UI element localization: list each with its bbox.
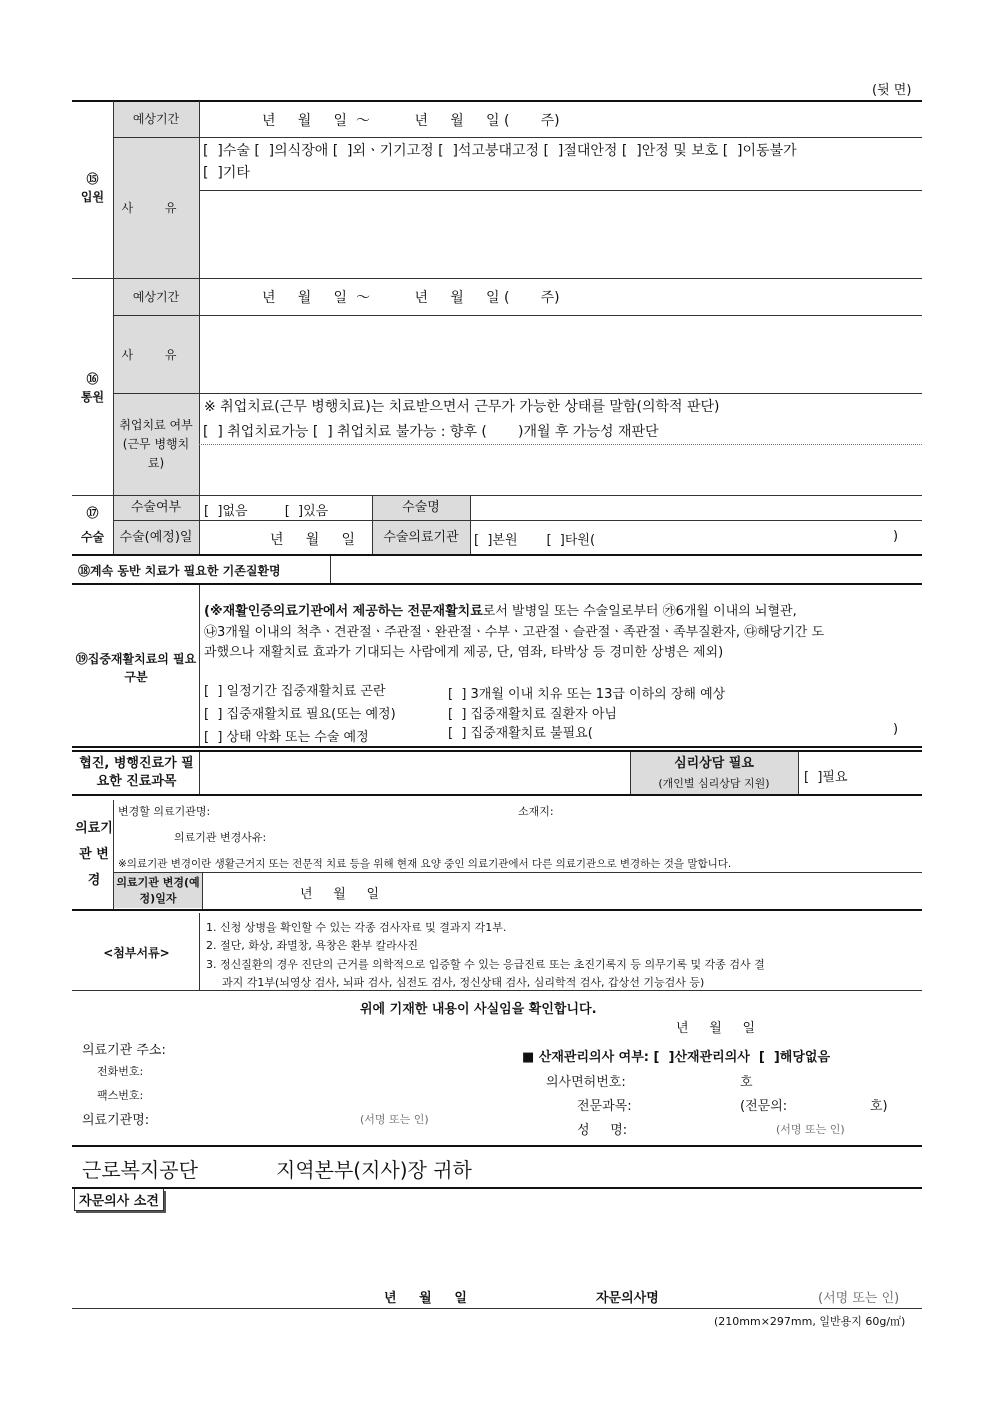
advisor-signature[interactable]: (서명 또는 인) [818, 1291, 900, 1306]
recipient-title: 지역본부(지사)장 귀하 [276, 1158, 472, 1182]
advisor-label: 자문의사 소견 [74, 1189, 164, 1211]
rehab-description-line3: 과했으나 재활치료 효과가 기대되는 사람에게 제공, 단, 염좌, 타박상 등 경미한 상병은 제외) [204, 645, 724, 660]
specialist-label: (전문의: [740, 1099, 788, 1114]
advisor-name-label: 자문의사명 [596, 1291, 659, 1306]
rehab-option-close: ) [893, 722, 899, 737]
existing-disease-label: ⑱계속 동반 치료가 필요한 기존질환명 [78, 564, 281, 578]
admission-reason-other-checkbox[interactable]: [ ]기타 [203, 165, 250, 181]
institution-fax-label: 팩스번호: [97, 1089, 144, 1102]
rehab-option-3months[interactable]: [ ] 3개월 이내 치유 또는 13급 이하의 장해 예상 [448, 687, 726, 702]
outpatient-period-label: 예상기간 [132, 290, 180, 304]
surgery-done-label: 수술여부 [130, 500, 182, 516]
surgery-institution-close: ) [893, 529, 899, 544]
surgery-institution-options[interactable]: [ ]본원 [ ]타원( [474, 533, 596, 548]
change-location-field[interactable] [565, 801, 915, 817]
admission-period-label: 예상기간 [132, 112, 180, 126]
confirm-date[interactable]: 년 월 일 [676, 1021, 755, 1036]
institution-name-label: 의료기관명: [82, 1113, 150, 1128]
admission-reasons-checkboxes[interactable]: [ ]수술 [ ]의식장애 [ ]외ㆍ기기고정 [ ]석고붕대고정 [ ]절대안정 [ ]안정 및 보호 [ ]이동불가 [203, 143, 797, 159]
existing-disease-field[interactable] [331, 557, 921, 582]
surgery-name-label: 수술명 [402, 500, 440, 516]
doctor-name-label: 성 명: [577, 1123, 628, 1138]
attachment-item-2: 2. 절단, 화상, 좌멸창, 욕창은 환부 칼라사진 [206, 939, 418, 952]
page-side-label: (뒷 면) [872, 83, 912, 98]
industrial-doctor-checkbox[interactable]: ■ 산재관리의사 여부: [ ]산재관리의사 [ ]해당없음 [522, 1050, 831, 1065]
change-date-label: 의료기관 변경(예정)일자 [116, 876, 200, 905]
change-location-label: 소재지: [518, 805, 554, 818]
specialty-label: 전문과목: [577, 1099, 632, 1114]
paper-spec: (210mm×297mm, 일반용지 60g/㎡) [714, 1315, 906, 1328]
license-number-label: 의사면허번호: [546, 1075, 626, 1090]
psych-counsel-sublabel: (개인별 심리상담 지원) [658, 776, 770, 790]
attachment-item-3: 3. 정신질환의 경우 진단의 근거를 의학적으로 입증할 수 있는 응급진료 또는 초진기록지 등 의무기록 및 각종 검사 결 [206, 958, 765, 971]
rehab-option-needed[interactable]: [ ] 집중재활치료 필요(또는 예정) [204, 707, 396, 722]
work-treatment-label: 취업치료 여부(근무 병행치료) [119, 417, 193, 471]
doctor-signature[interactable]: (서명 또는 인) [776, 1123, 845, 1136]
institution-signature[interactable]: (서명 또는 인) [360, 1113, 429, 1126]
psych-counsel-label: 심리상담 필요 [674, 756, 754, 772]
admission-reason-label: 사 유 [121, 201, 191, 215]
rehab-option-difficult[interactable]: [ ] 일정기간 집중재활치료 곤란 [204, 684, 386, 699]
change-date-value[interactable]: 년 월 일 [300, 887, 379, 902]
admission-reason-field[interactable] [200, 192, 921, 277]
attachment-item-1: 1. 신청 상병을 확인할 수 있는 각종 검사자료 및 결과지 각1부. [206, 921, 507, 934]
change-reason-label: 의료기관 변경사유: [174, 831, 267, 844]
rehab-option-worsening[interactable]: [ ] 상태 악화 또는 수술 예정 [204, 730, 369, 745]
outpatient-reason-label: 사 유 [121, 347, 191, 362]
admission-period-value[interactable]: 년 월 일 ～ 년 월 일 ( 주) [262, 113, 560, 129]
surgery-date-label: 수술(예정)일 [119, 529, 193, 545]
rehab-option-unnecessary[interactable]: [ ] 집중재활치료 불필요( [448, 726, 593, 741]
advisor-date[interactable]: 년 월 일 [384, 1291, 467, 1306]
surgery-date-value[interactable]: 년 월 일 [270, 532, 356, 548]
rehab-label: ⑲집중재활치료의 필요 구분 [75, 652, 197, 684]
psych-counsel-checkbox[interactable]: [ ]필요 [804, 770, 848, 785]
surgery-name-field[interactable] [471, 497, 921, 519]
change-reason-field[interactable] [290, 827, 910, 843]
specialist-suffix: 호) [870, 1099, 888, 1114]
surgery-label: ⑰ 수술 [80, 506, 105, 544]
rehab-description-line1: (※재활인증의료기관에서 제공하는 전문재활치료로서 발병일 또는 수술일로부터 ㉮6개월 이내의 뇌혈관, [204, 604, 797, 619]
rehab-description-line2: ㉯3개월 이내의 척추ㆍ견관절ㆍ주관절ㆍ완관절ㆍ수부ㆍ고관절ㆍ슬관절ㆍ족관절ㆍ족부질환자, ㉰해당기간 도 [204, 625, 825, 640]
outpatient-label: ⑯ 통원 [80, 372, 105, 404]
change-note: ※의료기관 변경이란 생활근거지 또는 전문적 치료 등을 위해 현재 요양 중인 의료기관에서 다른 의료기관으로 변경하는 것을 말합니다. [118, 858, 732, 870]
recipient-org: 근로복지공단 [82, 1158, 198, 1182]
change-label: 의료기관 변경 [75, 821, 113, 888]
institution-phone-label: 전화번호: [97, 1065, 144, 1078]
rehab-option-not-patient[interactable]: [ ] 집중재활치료 질환자 아님 [448, 707, 617, 722]
outpatient-reason-field[interactable] [200, 316, 921, 392]
admission-label: ⑮ 입원 [80, 172, 105, 204]
work-treatment-options[interactable]: [ ] 취업치료가능 [ ] 취업치료 불가능 : 향후 ( )개월 후 가능성 재판단 [203, 424, 659, 440]
institution-address-label: 의료기관 주소: [82, 1043, 166, 1058]
outpatient-period-value[interactable]: 년 월 일 ～ 년 월 일 ( 주) [262, 290, 560, 306]
consult-field[interactable] [200, 753, 629, 793]
work-treatment-note: ※ 취업치료(근무 병행치료)는 치료받으면서 근무가 가능한 상태를 말함(의학적 판단) [204, 399, 720, 415]
confirm-statement: 위에 기재한 내용이 사실임을 확인합니다. [360, 1002, 597, 1017]
advisor-opinion-field[interactable] [74, 1212, 920, 1282]
change-name-label: 변경할 의료기관명: [118, 805, 211, 818]
attachment-item-3-cont: 과지 각1부(뇌영상 검사, 뇌파 검사, 심전도 검사, 정신상태 검사, 심리학적 검사, 갑상선 기능검사 등) [222, 976, 705, 989]
license-number-suffix: 호 [740, 1075, 753, 1090]
consult-label: 협진, 병행진료가 필요한 진료과목 [79, 755, 194, 789]
surgery-done-options[interactable]: [ ]없음 [ ]있음 [204, 504, 329, 519]
surgery-institution-label: 수술의료기관 [383, 529, 459, 545]
change-name-field[interactable] [235, 801, 505, 817]
attachments-label: <첨부서류> [103, 946, 170, 960]
